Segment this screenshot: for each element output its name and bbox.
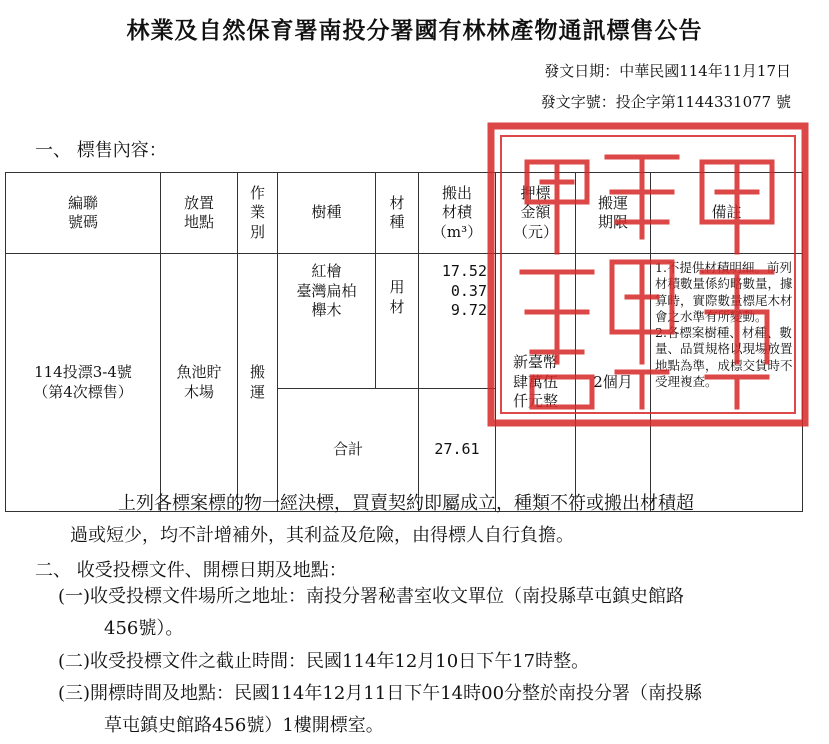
volume-cell: 17.52 0.37 9.72 [419,254,496,389]
section-2-heading: 二、 收受投標文件、開標日期及地點： [35,560,347,581]
deposit-cell: 新臺幣 肆萬伍 仟元整 [496,254,576,512]
material-cell: 用 材 [376,254,419,389]
location-cell: 魚池貯 木場 [161,254,238,512]
species-cell: 紅檜 臺灣扁柏 櫸木 [278,254,376,389]
issue-number: 發文字號：投企字第1144331077 號 [540,93,791,111]
total-label-cell: 合計 [278,389,419,512]
table-header-row [6,173,803,254]
header-cell: 作 業 別 [238,173,278,254]
item-3-line: 草屯鎮史館路456號）1樓開標室。 [104,715,384,736]
header-cell: 樹種 [278,173,376,254]
announcement-title: 林業及自然保育署南投分署國有林林產物通訊標售公告 [126,17,703,44]
section-1-heading: 一、 標售內容： [35,140,167,161]
paragraph-line: 過或短少，均不計增補外，其利益及危險，由得標人自行負擔。 [70,525,574,546]
issue-date: 發文日期：中華民國114年11月17日 [544,62,791,80]
header-cell: 編聯 號碼 [6,173,161,254]
header-cell: 搬出 材積 （m³） [419,173,496,254]
case-number-cell: 114投漂3-4號 （第4次標售） [6,254,161,512]
item-1-line: (一)收受投標文件場所之地址：南投分署秘書室收文單位（南投縣草屯鎮史館路 [58,586,685,607]
notes-cell: 1.不提供材積明細。前列材積數量係約略數量，據算時，實際數量標尾木材會之水準有所變動。 2.各標案樹種、材種、數量、品質規格以現場放置地點為準，成標交貨時不受理複查。 [651,254,803,512]
paragraph-line: 上列各標案標的物一經決標，買賣契約即屬成立，種類不符或搬出材積超 [118,493,694,514]
operation-cell: 搬 運 [238,254,278,512]
item-2-line: (二)收受投標文件之截止時間：民國114年12月10日下午17時整。 [58,651,590,672]
header-cell: 搬運 期限 [576,173,651,254]
item-1-line: 456號）。 [104,618,184,639]
header-cell: 放置 地點 [161,173,238,254]
total-value-cell: 27.61 [419,389,496,512]
period-cell: 2個月 [576,254,651,512]
table-row [6,254,803,389]
tender-table [5,172,803,512]
item-3-line: (三)開標時間及地點：民國114年12月11日下午14時00分整於南投分署（南投縣 [58,683,703,704]
header-cell: 備註 [651,173,803,254]
header-cell: 押標 金額 （元） [496,173,576,254]
header-cell: 材 種 [376,173,419,254]
